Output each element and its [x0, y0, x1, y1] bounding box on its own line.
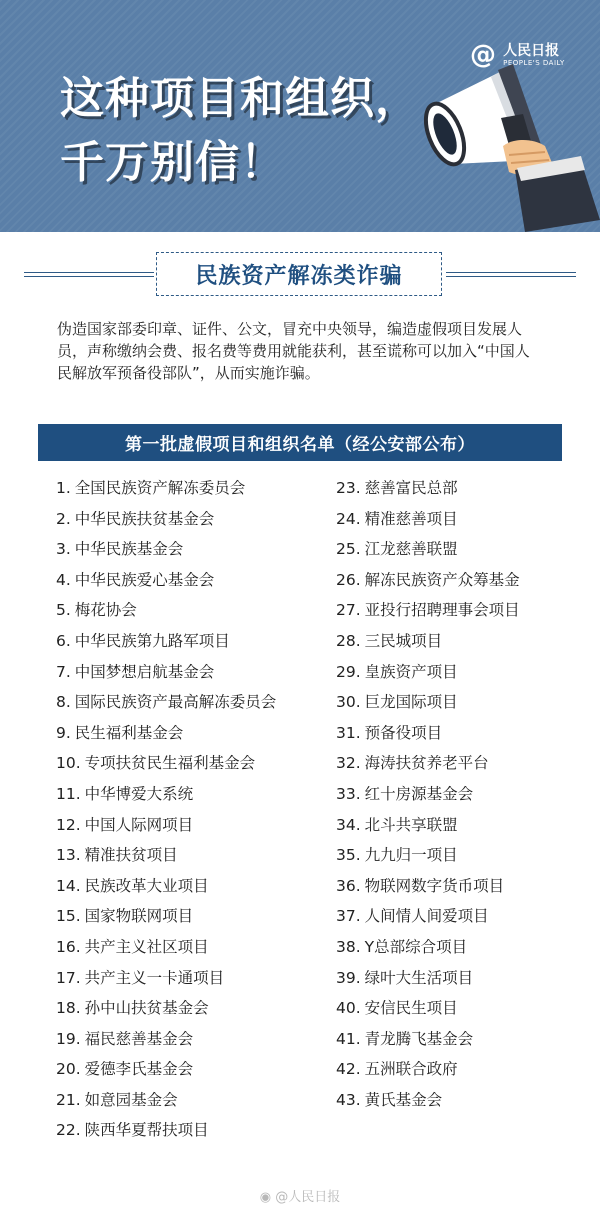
list-item-name: 福民慈善基金会: [84, 1029, 194, 1048]
list-item-name: 梅花协会: [74, 601, 137, 620]
list-item-number: 11.: [56, 784, 81, 803]
list-item-number: 9.: [56, 723, 71, 742]
list-item-name: 绿叶大生活项目: [364, 968, 474, 987]
list-item-name: 解冻民族资产众筹基金: [364, 570, 520, 589]
list-item-number: 25.: [336, 540, 361, 559]
list-column-right: [336, 473, 520, 1115]
list-item-name: 精准慈善项目: [364, 509, 458, 528]
list-item-name: 中华民族基金会: [74, 540, 184, 559]
list-item: [336, 871, 520, 902]
list-item-number: 10.: [56, 754, 81, 773]
list-item-name: 北斗共享联盟: [364, 815, 458, 834]
list-item: [336, 810, 520, 841]
list-item-number: 2.: [56, 509, 71, 528]
header-banner: [0, 0, 600, 232]
list-item: [336, 993, 520, 1024]
section-title-area: [0, 244, 600, 304]
list-item-name: 物联网数字货币项目: [364, 876, 505, 895]
list-item-name: 如意园基金会: [84, 1090, 178, 1109]
list-item-number: 42.: [336, 1060, 361, 1079]
list-item-name: 九九归一项目: [364, 846, 458, 865]
list-item: [336, 901, 520, 932]
list-item-name: 安信民生项目: [364, 999, 458, 1018]
list-item-number: 20.: [56, 1060, 81, 1079]
list-item-number: 43.: [336, 1090, 361, 1109]
list-item: [336, 687, 520, 718]
watermark-text: @人民日报: [275, 1190, 341, 1205]
list-item-number: 40.: [336, 999, 361, 1018]
list-item-number: 24.: [336, 509, 361, 528]
list-item: [336, 963, 520, 994]
list-item-number: 15.: [56, 907, 81, 926]
list-item: [336, 748, 520, 779]
list-item-number: 12.: [56, 815, 81, 834]
list-heading-bar: 第一批虚假项目和组织名单（经公安部公布）: [38, 424, 562, 461]
list-item-name: 海涛扶贫养老平台: [364, 754, 489, 773]
list-item-number: 1.: [56, 479, 71, 497]
list-item-name: 中华博爱大系统: [84, 784, 194, 803]
list-item: [336, 473, 520, 504]
list-item-name: 爱德李氏基金会: [84, 1060, 194, 1079]
megaphone-icon: [405, 60, 600, 232]
list-item: [56, 565, 276, 596]
list-item-number: 41.: [336, 1029, 361, 1048]
list-item-number: 19.: [56, 1029, 81, 1048]
list-item: [336, 1085, 520, 1116]
list-item-name: 孙中山扶贫基金会: [84, 999, 209, 1018]
list-item: [336, 626, 520, 657]
list-item: [336, 504, 520, 535]
list-item-number: 6.: [56, 631, 71, 650]
list-item-number: 33.: [336, 784, 361, 803]
list-item: [56, 871, 276, 902]
list-item: [336, 718, 520, 749]
list-item-name: 专项扶贫民生福利基金会: [84, 754, 256, 773]
list-item-name: 民族改革大业项目: [84, 876, 209, 895]
list-item-name: 巨龙国际项目: [364, 693, 458, 712]
list-item: [56, 626, 276, 657]
list-item: [336, 1024, 520, 1055]
list-item-name: 红十房源基金会: [364, 784, 474, 803]
list-item-name: Y总部综合项目: [364, 937, 468, 956]
brand-name: 人民日报: [503, 42, 560, 59]
list-item: [56, 993, 276, 1024]
list-item-number: 26.: [336, 570, 361, 589]
list-item: [336, 534, 520, 565]
list-item: [56, 718, 276, 749]
list-item-number: 5.: [56, 601, 71, 620]
list-item-number: 21.: [56, 1090, 81, 1109]
list-item: [56, 840, 276, 871]
list-item-number: 38.: [336, 937, 361, 956]
list-item-number: 27.: [336, 601, 361, 620]
list-item: [56, 657, 276, 688]
list-item: [336, 595, 520, 626]
list-item: [336, 840, 520, 871]
list-item-name: 陕西华夏帮扶项目: [84, 1121, 209, 1140]
list-item-number: 29.: [336, 662, 361, 681]
list-item-number: 37.: [336, 907, 361, 926]
list-item-name: 预备役项目: [364, 723, 443, 742]
list-item-name: 国家物联网项目: [84, 907, 194, 926]
list-item-number: 23.: [336, 479, 361, 497]
list-item-number: 7.: [56, 662, 71, 681]
list-item-name: 中国梦想启航基金会: [74, 662, 215, 681]
list-item: [56, 534, 276, 565]
list-item: [56, 1115, 276, 1146]
list-item: [56, 1024, 276, 1055]
list-item-number: 18.: [56, 999, 81, 1018]
list-item-name: 五洲联合政府: [364, 1060, 458, 1079]
list-item-number: 4.: [56, 570, 71, 589]
list-item-number: 8.: [56, 693, 71, 712]
headline-line-1: 这种项目和组织，: [60, 73, 420, 124]
list-item: [56, 1054, 276, 1085]
list-item: [56, 473, 276, 504]
list-item-number: 3.: [56, 540, 71, 559]
list-item-name: 精准扶贫项目: [84, 846, 178, 865]
list-item: [336, 779, 520, 810]
weibo-icon: ◉: [259, 1190, 272, 1205]
brand-english: PEOPLE'S DAILY: [503, 58, 565, 67]
list-item-number: 16.: [56, 937, 81, 956]
list-item-name: 民生福利基金会: [74, 723, 184, 742]
list-item-name: 中华民族第九路军项目: [74, 631, 230, 650]
headline-line-2: 千万别信！: [60, 137, 285, 188]
list-item-number: 28.: [336, 631, 361, 650]
list-item: [56, 748, 276, 779]
list-item-name: 人间情人间爱项目: [364, 907, 489, 926]
list-item-name: 中华民族爱心基金会: [74, 570, 215, 589]
list-item-name: 共产主义一卡通项目: [84, 968, 225, 987]
list-item-name: 慈善富民总部: [364, 479, 458, 497]
list-item-name: 共产主义社区项目: [84, 937, 209, 956]
list-item-number: 35.: [336, 846, 361, 865]
list-item-number: 39.: [336, 968, 361, 987]
list-item: [56, 810, 276, 841]
list-item: [56, 687, 276, 718]
list-item-name: 中国人际网项目: [84, 815, 194, 834]
list-item: [336, 565, 520, 596]
list-item-name: 三民城项目: [364, 631, 443, 650]
footer-watermark: [0, 1186, 600, 1205]
brand-at-symbol: @: [470, 40, 496, 70]
list-item-name: 皇族资产项目: [364, 662, 458, 681]
list-item: [56, 963, 276, 994]
list-item-name: 亚投行招聘理事会项目: [364, 601, 520, 620]
list-item: [56, 595, 276, 626]
list-item-number: 17.: [56, 968, 81, 987]
list-item-name: 黄氏基金会: [364, 1090, 443, 1109]
list-item-name: 江龙慈善联盟: [364, 540, 458, 559]
list-column-left: [56, 473, 276, 1146]
list-item-number: 31.: [336, 723, 361, 742]
list-item-name: 全国民族资产解冻委员会: [74, 479, 246, 497]
list-item-number: 22.: [56, 1121, 81, 1140]
list-item: [56, 932, 276, 963]
list-item-number: 32.: [336, 754, 361, 773]
list-item-number: 13.: [56, 846, 81, 865]
list-item-name: 青龙腾飞基金会: [364, 1029, 474, 1048]
intro-paragraph: 伪造国家部委印章、证件、公文，冒充中央领导，编造虚假项目发展人员，声称缴纳会费、报名费等费用就能获利，甚至谎称可以加入“中国人民解放军预备役部队”，从而实施诈骗。: [57, 320, 530, 382]
list-item-number: 34.: [336, 815, 361, 834]
title-decoration-left: [24, 272, 154, 277]
list-item: [56, 504, 276, 535]
list-item-name: 中华民族扶贫基金会: [74, 509, 215, 528]
title-decoration-right: [446, 272, 576, 277]
list-item: [56, 901, 276, 932]
list-item-number: 14.: [56, 876, 81, 895]
list-item: [336, 932, 520, 963]
list-item: [336, 657, 520, 688]
list-item-number: 36.: [336, 876, 361, 895]
list-item-number: 30.: [336, 693, 361, 712]
list-item-name: 国际民族资产最高解冻委员会: [74, 693, 277, 712]
list-item: [56, 779, 276, 810]
list-item: [336, 1054, 520, 1085]
list-item: [56, 1085, 276, 1116]
section-title: 民族资产解冻类诈骗: [156, 252, 442, 296]
